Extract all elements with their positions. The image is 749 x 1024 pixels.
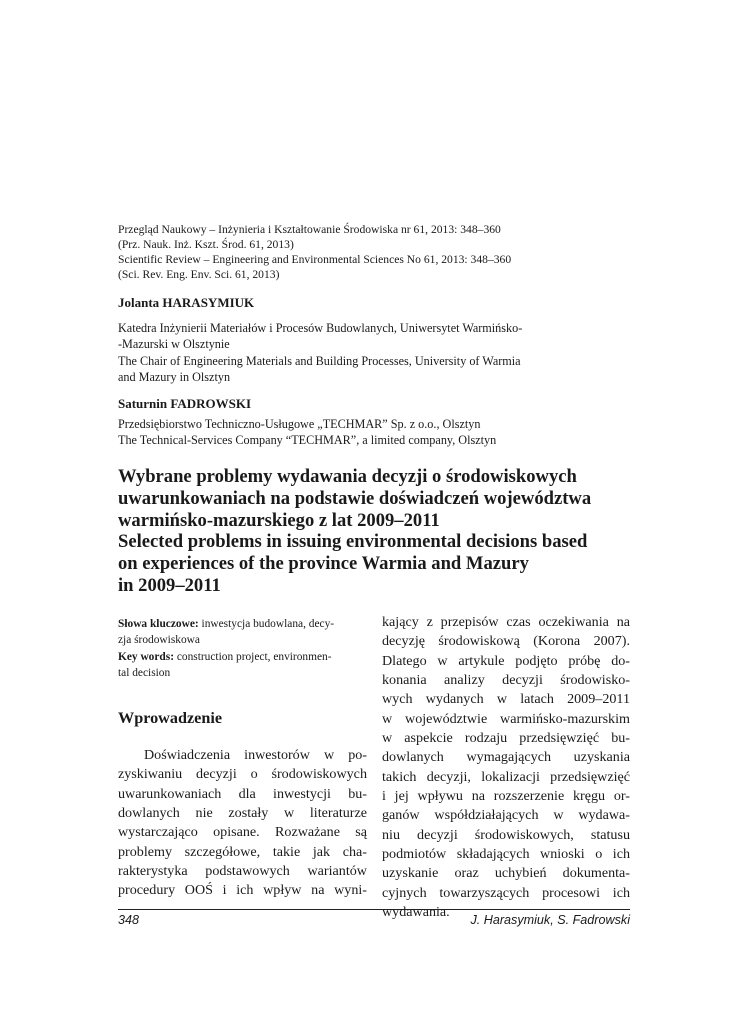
keywords-pl — [118, 616, 368, 632]
keywords-pl-cont: zja środowiskowa — [118, 634, 200, 647]
paragraph-line: takich decyzji, lokalizacji przedsięwzięć — [382, 768, 630, 785]
paragraph-line: rakterystyka podstawowych wariantów — [118, 863, 367, 880]
keywords-block — [118, 616, 368, 682]
paragraph-line: w województwie warmińsko-mazurskim — [382, 710, 630, 727]
journal-citation-pl: Przegląd Naukowy – Inżynieria i Kształtowanie Środowiska nr 61, 2013: 348–360 — [118, 223, 501, 236]
affiliation-line: Przedsiębiorstwo Techniczno-Usługowe „TECHMAR” Sp. z o.o., Olsztyn — [118, 417, 481, 431]
paragraph-line: Dlatego w artykule podjęto próbę do- — [382, 652, 630, 669]
author-affiliation-2 — [118, 416, 496, 449]
paragraph-line: i jej wpływu na rozszerzenie kręgu or- — [382, 788, 630, 805]
keywords-pl-label: Słowa kluczowe: — [118, 618, 199, 630]
paragraph-line: Doświadczenia inwestorów w po- — [144, 747, 367, 763]
affiliation-line: -Mazurski w Olsztynie — [118, 337, 230, 352]
affiliation-line: The Technical-Services Company “TECHMAR”, a limited company, Olsztyn — [118, 433, 497, 448]
page-number: 348 — [118, 913, 140, 927]
author-name-2: Saturnin FADROWSKI — [118, 396, 252, 411]
author-affiliation-1 — [118, 320, 522, 386]
paragraph-line: podmiotów składających wnioski o ich — [382, 846, 630, 863]
body-left-column — [118, 746, 367, 901]
keywords-en-label: Key words: — [118, 650, 174, 663]
paragraph-line: wych wydanych w latach 2009–2011 — [382, 691, 630, 708]
paragraph-line: uwarunkowaniach dla inwestycji bu- — [118, 785, 367, 802]
footer-rule — [118, 909, 630, 910]
section-heading: Wprowadzenie — [118, 709, 223, 727]
affiliation-line: and Mazury in Olsztyn — [118, 370, 231, 385]
title-line-en: on experiences of the province Warmia and Mazury — [118, 553, 529, 575]
keywords-en — [118, 649, 368, 665]
title-line-en: in 2009–2011 — [118, 574, 221, 596]
journal-abbrev-pl: (Prz. Nauk. Inż. Kszt. Środ. 61, 2013) — [118, 237, 294, 251]
paragraph-line: wydawania. — [382, 904, 450, 921]
keywords-pl-text: inwestycja budowlana, decy- — [198, 618, 335, 630]
paragraph-line: procedury OOŚ i ich wpływ na wyni- — [118, 882, 367, 899]
affiliation-line: The Chair of Engineering Materials and Building Processes, University of Warmia — [118, 353, 521, 368]
paragraph-line: wystarczająco opisane. Rozważane są — [118, 824, 367, 841]
body-right-column — [382, 613, 630, 923]
title-line-pl: uwarunkowaniach na podstawie doświadczeń województwa — [118, 487, 592, 509]
paragraph-line: kający z przepisów czas oczekiwania na — [382, 614, 630, 630]
title-line-en: Selected problems in issuing environmental decisions based — [118, 531, 588, 553]
running-authors: J. Harasymiuk, S. Fadrowski — [470, 913, 630, 927]
paragraph-line: zyskiwaniu decyzji o środowiskowych — [118, 766, 367, 783]
journal-abbrev-en: (Sci. Rev. Eng. Env. Sci. 61, 2013) — [118, 267, 280, 281]
paragraph-line: dowlanych nie zostały w literaturze — [118, 805, 367, 822]
title-line-pl: warmińsko-mazurskiego z lat 2009–2011 — [118, 509, 440, 531]
paragraph-line: decyzję środowiskową (Korona 2007). — [382, 633, 630, 650]
keywords-en-cont: tal decision — [118, 667, 171, 680]
keywords-en-text: construction project, environmen- — [174, 650, 332, 663]
journal-header — [118, 223, 511, 283]
paragraph-line: w aspekcie rodzaju przedsięwzięć bu- — [382, 730, 630, 747]
paragraph-line: dowlanych wymagających uzyskania — [382, 749, 630, 766]
paragraph-line: niu decyzji środowiskowych, statusu — [382, 826, 630, 843]
paragraph-line: problemy szczegółowe, takie jak cha- — [118, 843, 367, 860]
paragraph-line: konania analizy decyzji środowisko- — [382, 672, 630, 689]
paragraph-line: cyjnych towarzyszących procesowi ich — [382, 884, 630, 901]
paragraph-line: ganów współdziałających w wydawa- — [382, 807, 630, 824]
journal-citation-en: Scientific Review – Engineering and Environmental Sciences No 61, 2013: 348–360 — [118, 252, 512, 266]
paragraph-line: uzyskanie oraz uchybień dokumenta- — [382, 865, 630, 882]
paper-title — [118, 466, 591, 597]
author-name-1: Jolanta HARASYMIUK — [118, 295, 255, 310]
title-line-pl: Wybrane problemy wydawania decyzji o środowiskowych — [118, 466, 577, 487]
affiliation-line: Katedra Inżynierii Materiałów i Procesów Budowlanych, Uniwersytet Warmińsko- — [118, 321, 523, 335]
